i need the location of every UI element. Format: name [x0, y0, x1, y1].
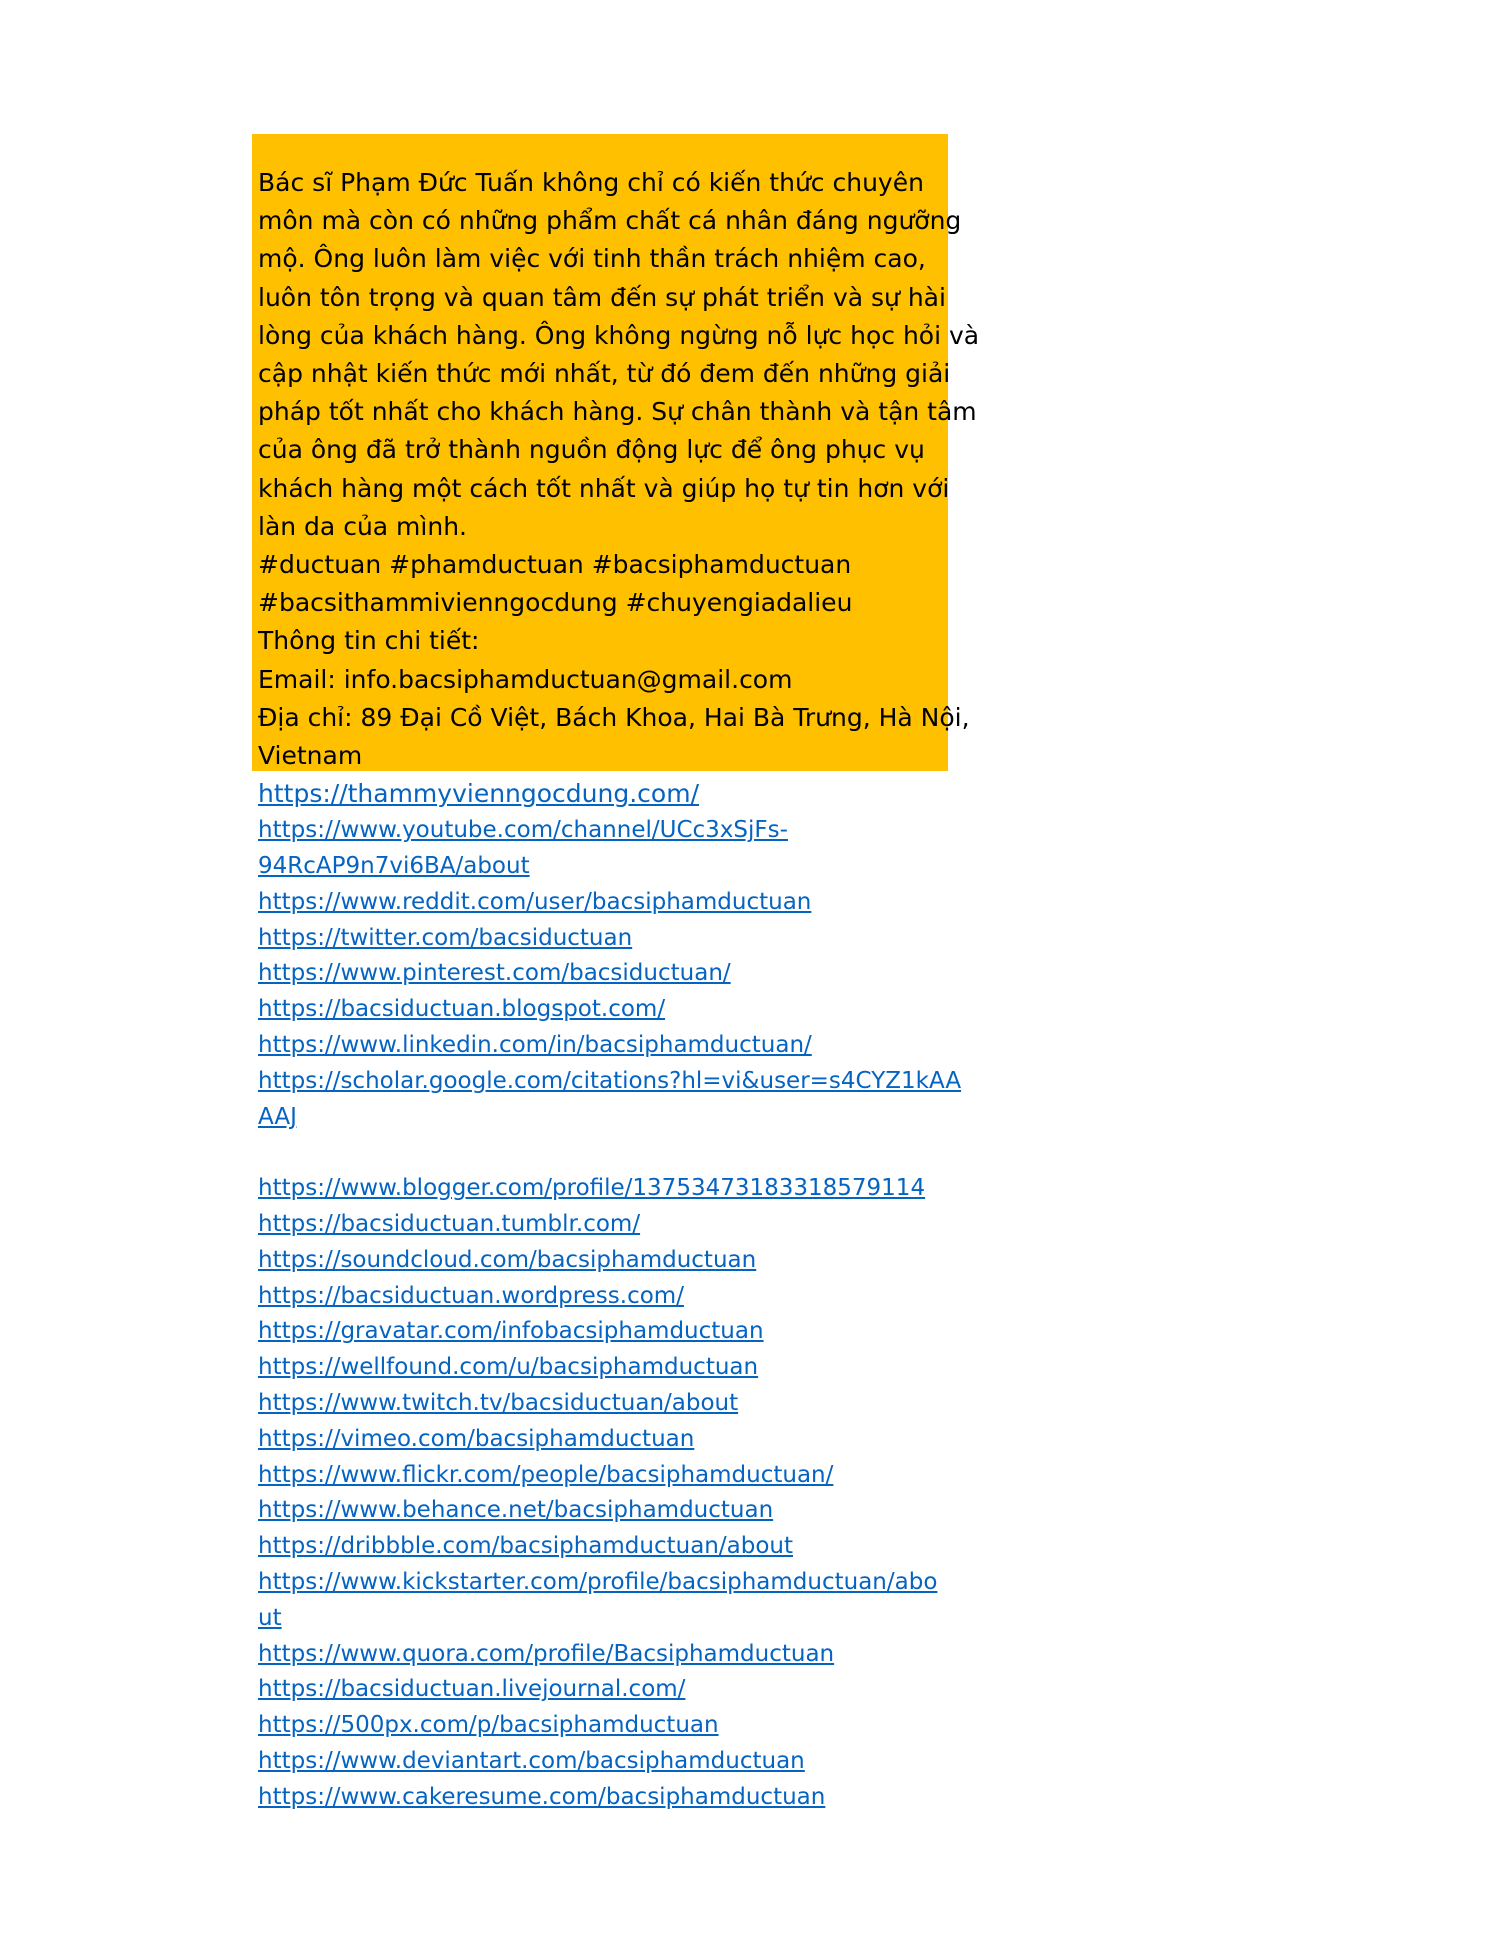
link-line: AAJ	[258, 1103, 297, 1130]
link-list	[258, 775, 962, 1815]
link-reddit[interactable]: https://www.reddit.com/user/bacsiphamductuan	[258, 888, 812, 915]
link-cakeresume[interactable]: https://www.cakeresume.com/bacsiphamductuan	[258, 1783, 826, 1810]
link-dribbble[interactable]: https://dribbble.com/bacsiphamductuan/about	[258, 1533, 793, 1560]
address-line: Vietnam	[258, 741, 363, 771]
link-blogger[interactable]: https://www.blogger.com/profile/13753473183318579114	[258, 1175, 926, 1202]
bio-paragraph	[258, 164, 980, 775]
paragraph-line: cập nhật kiến thức mới nhất, từ đó đem đến những giải	[258, 359, 951, 389]
link-livejournal[interactable]: https://bacsiductuan.livejournal.com/	[258, 1676, 686, 1703]
link-youtube[interactable]	[258, 813, 958, 885]
link-google-scholar[interactable]	[258, 1064, 962, 1136]
link-flickr[interactable]: https://www.flickr.com/people/bacsiphamductuan/	[258, 1461, 834, 1488]
hashtags-line: #ductuan #phamductuan #bacsiphamductuan	[258, 550, 852, 580]
link-line: https://scholar.google.com/citations?hl=vi&user=s4CYZ1kAA	[258, 1067, 962, 1094]
link-line: ut	[258, 1604, 282, 1631]
link-wordpress[interactable]: https://bacsiductuan.wordpress.com/	[258, 1282, 684, 1309]
link-tumblr[interactable]: https://bacsiductuan.tumblr.com/	[258, 1211, 641, 1238]
paragraph-line: Bác sĩ Phạm Đức Tuấn không chỉ có kiến thức chuyên	[258, 168, 924, 197]
link-quora[interactable]: https://www.quora.com/profile/Bacsiphamductuan	[258, 1640, 835, 1667]
link-deviantart[interactable]: https://www.deviantart.com/bacsiphamductuan	[258, 1747, 805, 1774]
paragraph-line: pháp tốt nhất cho khách hàng. Sự chân thành và tận tâm	[258, 397, 977, 427]
link-line: https://www.kickstarter.com/profile/bacsiphamductuan/abo	[258, 1568, 938, 1595]
document-content	[258, 164, 980, 1816]
link-behance[interactable]: https://www.behance.net/bacsiphamductuan	[258, 1497, 774, 1524]
link-vimeo[interactable]: https://vimeo.com/bacsiphamductuan	[258, 1425, 695, 1452]
link-line: https://www.youtube.com/channel/UCc3xSjFs-	[258, 817, 788, 844]
link-kickstarter[interactable]	[258, 1565, 958, 1637]
email-line: Email: info.bacsiphamductuan@gmail.com	[258, 664, 793, 694]
address-line: Địa chỉ: 89 Đại Cồ Việt, Bách Khoa, Hai Bà Trưng, Hà Nội,	[258, 702, 970, 732]
paragraph-line: khách hàng một cách tốt nhất và giúp họ tự tin hơn với	[258, 473, 950, 503]
link-pinterest[interactable]: https://www.pinterest.com/bacsiductuan/	[258, 960, 731, 987]
link-500px[interactable]: https://500px.com/p/bacsiphamductuan	[258, 1712, 719, 1739]
link-blogspot[interactable]: https://bacsiductuan.blogspot.com/	[258, 996, 666, 1023]
paragraph-line: làn da của mình.	[258, 511, 467, 541]
details-label: Thông tin chi tiết:	[258, 626, 480, 656]
empty-line	[258, 1135, 958, 1171]
paragraph-line: của ông đã trở thành nguồn động lực để ông phục vụ	[258, 435, 925, 465]
paragraph-line: lòng của khách hàng. Ông không ngừng nỗ lực học hỏi và	[258, 320, 980, 350]
link-twitch[interactable]: https://www.twitch.tv/bacsiductuan/about	[258, 1390, 739, 1416]
link-gravatar[interactable]: https://gravatar.com/infobacsiphamductuan	[258, 1318, 764, 1345]
link-linkedin[interactable]: https://www.linkedin.com/in/bacsiphamductuan/	[258, 1032, 812, 1059]
link-line: 94RcAP9n7vi6BA/about	[258, 853, 530, 880]
link-thammyvienngocdung[interactable]: https://thammyvienngocdung.com/	[258, 779, 699, 809]
paragraph-line: môn mà còn có những phẩm chất cá nhân đáng ngưỡng	[258, 206, 962, 236]
paragraph-line: luôn tôn trọng và quan tâm đến sự phát triển và sự hài	[258, 282, 946, 312]
hashtags-line: #bacsithammivienngocdung #chuyengiadalieu	[258, 588, 853, 618]
link-twitter[interactable]: https://twitter.com/bacsiductuan	[258, 924, 633, 951]
link-soundcloud[interactable]: https://soundcloud.com/bacsiphamductuan	[258, 1246, 757, 1273]
paragraph-line: mộ. Ông luôn làm việc với tinh thần trách nhiệm cao,	[258, 244, 926, 274]
link-wellfound[interactable]: https://wellfound.com/u/bacsiphamductuan	[258, 1354, 759, 1381]
